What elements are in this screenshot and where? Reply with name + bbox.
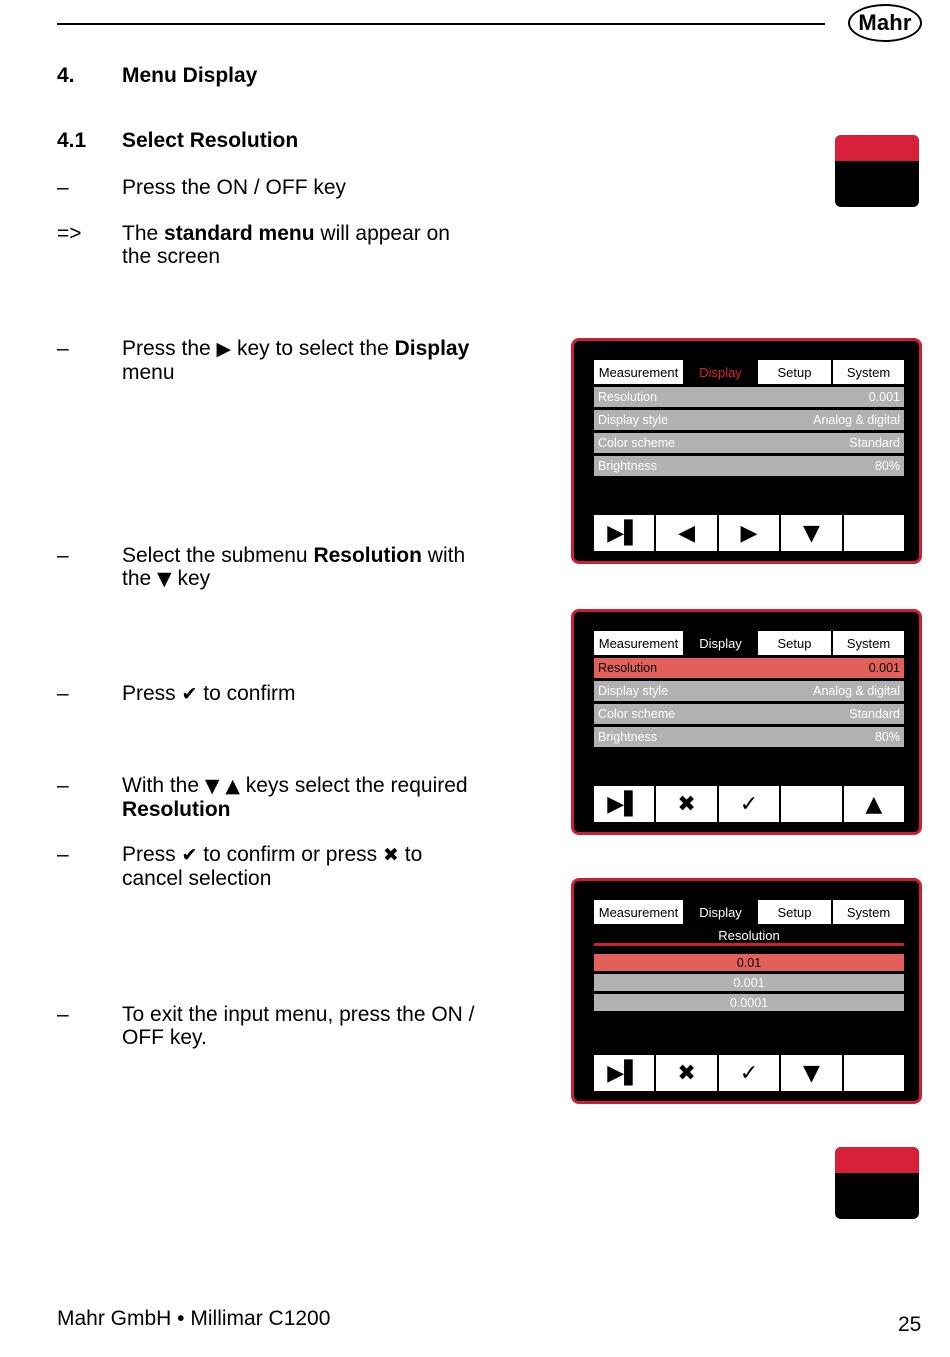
- down-key-icon[interactable]: ▼: [781, 515, 841, 551]
- resolution-option[interactable]: 0.001: [594, 974, 904, 991]
- page-number: 25: [898, 1313, 922, 1336]
- menu-row-brightness[interactable]: Brightness 80%: [594, 456, 904, 476]
- right-key-icon[interactable]: ▶: [719, 515, 779, 551]
- resolution-option[interactable]: 0.0001: [594, 994, 904, 1011]
- tab-measurement[interactable]: Measurement: [594, 900, 683, 924]
- menu-tabs: [594, 900, 904, 924]
- menu-row-color-scheme[interactable]: Color scheme Standard: [594, 704, 904, 724]
- right-arrow-icon: ▶: [216, 338, 232, 360]
- step-bullet: –: [57, 1003, 69, 1026]
- up-key-icon[interactable]: ▲: [844, 786, 904, 822]
- on-off-key-icon: [835, 135, 919, 207]
- tab-setup[interactable]: Setup: [758, 360, 831, 384]
- menu-tabs: [594, 360, 904, 384]
- step-bullet: –: [57, 176, 69, 199]
- step-5-text: Press ✔ to confirm: [122, 682, 296, 705]
- tab-system[interactable]: System: [833, 900, 904, 924]
- menu-row-display-style[interactable]: Display style Analog & digital: [594, 410, 904, 430]
- step-6-text: With the ▼ ▲ keys select the required Resolution: [122, 774, 468, 821]
- tab-setup[interactable]: Setup: [758, 900, 831, 924]
- subsection-number: 4.1: [57, 129, 87, 152]
- step-3-text: Press the ▶ key to select the Display menu: [122, 337, 470, 384]
- confirm-key-icon[interactable]: ✓: [719, 786, 779, 822]
- step-bullet: –: [57, 682, 69, 705]
- menu-row-brightness[interactable]: Brightness 80%: [594, 727, 904, 747]
- cancel-key-icon[interactable]: ✖: [656, 1055, 716, 1091]
- menu-row-display-style[interactable]: Display style Analog & digital: [594, 681, 904, 701]
- softkey-bar: [594, 1055, 904, 1091]
- down-arrow-icon: ▼: [204, 775, 220, 797]
- check-icon: ✔: [181, 683, 198, 705]
- step-4-text: Select the submenu Resolution with the ▼ key: [122, 544, 466, 590]
- step-8-text: To exit the input menu, press the ON / OFF key.: [122, 1003, 475, 1049]
- section-number: 4.: [57, 64, 75, 87]
- cancel-key-icon[interactable]: ✖: [656, 786, 716, 822]
- tab-measurement[interactable]: Measurement: [594, 631, 683, 655]
- step-bullet: –: [57, 843, 69, 866]
- up-arrow-icon: ▲: [225, 775, 240, 797]
- display-screen-2: [571, 609, 922, 835]
- softkey-bar: [594, 515, 904, 551]
- menu-row-resolution[interactable]: Resolution 0.001: [594, 658, 904, 678]
- tab-display[interactable]: Display: [685, 900, 756, 924]
- empty-key[interactable]: [781, 786, 841, 822]
- exit-key-icon[interactable]: ▶▌: [594, 1055, 654, 1091]
- step-2-text: The standard menu will appear on the screen: [122, 222, 450, 268]
- exit-key-icon[interactable]: ▶▌: [594, 515, 654, 551]
- down-arrow-icon: ▼: [157, 568, 172, 590]
- step-1-text: Press the ON / OFF key: [122, 176, 347, 199]
- submenu-title: Resolution: [594, 928, 904, 946]
- display-screen-1: [571, 338, 922, 564]
- exit-key-icon[interactable]: ▶▌: [594, 786, 654, 822]
- cross-icon: ✖: [383, 844, 399, 866]
- empty-key[interactable]: [844, 1055, 904, 1091]
- tab-setup[interactable]: Setup: [758, 631, 831, 655]
- menu-row-color-scheme[interactable]: Color scheme Standard: [594, 433, 904, 453]
- step-bullet: –: [57, 544, 69, 567]
- down-key-icon[interactable]: ▼: [781, 1055, 841, 1091]
- confirm-key-icon[interactable]: ✓: [719, 1055, 779, 1091]
- subsection-title: Select Resolution: [122, 129, 299, 152]
- footer-text: Mahr GmbH • Millimar C1200: [57, 1307, 331, 1330]
- step-bullet: =>: [57, 222, 82, 245]
- tab-display[interactable]: Display: [685, 360, 756, 384]
- header-rule: [57, 23, 825, 25]
- resolution-option[interactable]: 0.01: [594, 954, 904, 971]
- menu-tabs: [594, 631, 904, 655]
- empty-key[interactable]: [844, 515, 904, 551]
- step-7-text: Press ✔ to confirm or press ✖ to cancel selection: [122, 843, 423, 890]
- step-bullet: –: [57, 337, 69, 360]
- tab-measurement[interactable]: Measurement: [594, 360, 683, 384]
- display-screen-3: [571, 878, 922, 1104]
- menu-row-resolution[interactable]: Resolution 0.001: [594, 387, 904, 407]
- step-bullet: –: [57, 774, 69, 797]
- mahr-logo: Mahr: [848, 4, 922, 42]
- section-title: Menu Display: [122, 64, 258, 87]
- tab-system[interactable]: System: [833, 631, 904, 655]
- check-icon: ✔: [181, 844, 198, 866]
- left-key-icon[interactable]: ◀: [656, 515, 716, 551]
- softkey-bar: [594, 786, 904, 822]
- tab-system[interactable]: System: [833, 360, 904, 384]
- tab-display[interactable]: Display: [685, 631, 756, 655]
- on-off-key-icon: [835, 1147, 919, 1219]
